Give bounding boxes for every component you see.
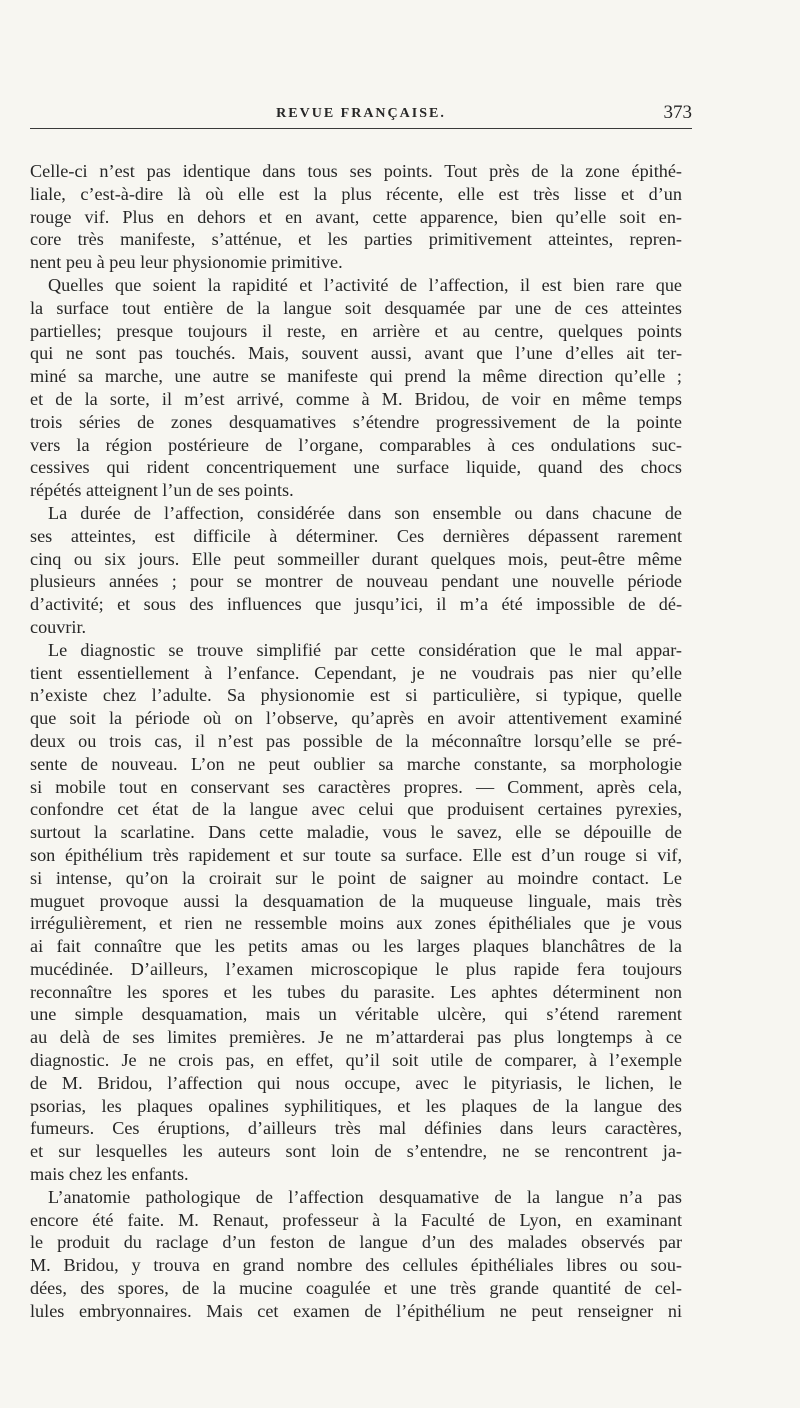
text-line: cessives qui rident concentriquement une surface liquide, quand des chocs xyxy=(30,457,682,478)
text-line: encore été faite. M. Renaut, professeur à la Faculté de Lyon, en examinant xyxy=(30,1209,682,1230)
text-line: lules embryonnaires. Mais cet examen de l’épithélium ne peut renseigner ni xyxy=(30,1300,682,1321)
text-line: irrégulièrement, et rien ne ressemble moins aux zones épithéliales que je vous xyxy=(30,913,682,934)
text-line: psorias, les plaques opalines syphilitiques, et les plaques de la langue des xyxy=(30,1095,682,1116)
text-line: répétés atteignent l’un de ses points. xyxy=(30,480,294,501)
text-line: cinq ou six jours. Elle peut sommeiller durant quelques mois, peut-être même xyxy=(30,548,682,569)
text-line: rouge vif. Plus en dehors et en avant, cette apparence, bien qu’elle soit en- xyxy=(30,206,682,227)
text-line: vers la région postérieure de l’organe, comparables à ces ondulations suc- xyxy=(30,434,682,455)
text-line: plusieurs années ; pour se montrer de nouveau pendant une nouvelle période xyxy=(30,571,682,592)
text-line: n’existe chez l’adulte. Sa physionomie est si particulière, si typique, quelle xyxy=(30,685,682,706)
text-line: si mobile tout en conservant ses caractères propres. — Comment, après cela, xyxy=(30,776,682,797)
text-line: d’activité; et sous des influences que jusqu’ici, il m’a été impossible de dé- xyxy=(30,594,682,615)
text-line: Quelles que soient la rapidité et l’activité de l’affection, il est bien rare que xyxy=(48,274,682,295)
text-line: trois séries de zones desquamatives s’étendre progressivement de la pointe xyxy=(30,411,682,432)
text-line: ai fait connaître que les petits amas ou les larges plaques blanchâtres de la xyxy=(30,936,682,957)
text-line: Celle-ci n’est pas identique dans tous ses points. Tout près de la zone épithé- xyxy=(30,161,682,181)
text-line: mucédinée. D’ailleurs, l’examen microscopique le plus rapide fera toujours xyxy=(30,958,682,979)
text-line: tient essentiellement à l’enfance. Cependant, je ne voudrais pas nier qu’elle xyxy=(30,662,682,683)
text-line: diagnostic. Je ne crois pas, en effet, qu’il soit utile de comparer, à l’exemple xyxy=(30,1050,682,1071)
text-line: au delà de ses limites premières. Je ne m’attarderai pas plus longtemps à ce xyxy=(30,1027,682,1048)
running-header xyxy=(30,100,692,130)
text-line: qui ne sont pas touchés. Mais, souvent aussi, avant que l’une d’elles ait ter- xyxy=(30,343,682,364)
text-line: et de la sorte, il m’est arrivé, comme à M. Bridou, de voir en même temps xyxy=(30,388,682,409)
page-number: 373 xyxy=(663,102,692,123)
text-line: et sur lesquelles les auteurs sont loin de s’entendre, ne se rencontrent ja- xyxy=(30,1141,682,1162)
text-line: la surface tout entière de la langue soit desquamée par une de ces atteintes xyxy=(30,297,682,318)
text-line: dées, des spores, de la mucine coagulée et une très grande quantité de cel- xyxy=(30,1278,682,1299)
text-line: L’anatomie pathologique de l’affection desquamative de la langue n’a pas xyxy=(48,1186,682,1207)
text-line: que soit la période où on l’observe, qu’après en avoir attentivement examiné xyxy=(30,708,682,729)
text-line: M. Bridou, y trouva en grand nombre des cellules épithéliales libres ou sou- xyxy=(30,1255,682,1276)
text-line: son épithélium très rapidement et sur toute sa surface. Elle est d’un rouge si vif, xyxy=(30,844,682,865)
text-line: partielles; presque toujours il reste, en arrière et au centre, quelques points xyxy=(30,320,682,341)
text-line: muguet provoque aussi la desquamation de la muqueuse linguale, mais très xyxy=(30,890,682,911)
text-line: deux ou trois cas, il n’est pas possible de la méconnaître lorsqu’elle se pré- xyxy=(30,730,682,751)
text-line: surtout la scarlatine. Dans cette maladie, vous le savez, elle se dépouille de xyxy=(30,822,682,843)
header-rule xyxy=(30,128,692,129)
journal-title: REVUE FRANÇAISE. xyxy=(276,106,446,121)
text-line: couvrir. xyxy=(30,616,87,637)
text-line: fumeurs. Ces éruptions, d’ailleurs très mal définies dans leurs caractères, xyxy=(30,1118,682,1139)
text-line: reconnaître les spores et les tubes du parasite. Les aphtes déterminent non xyxy=(30,981,682,1002)
text-line: sente de nouveau. L’on ne peut oublier sa marche constante, sa morphologie xyxy=(30,753,682,774)
text-line: mais chez les enfants. xyxy=(30,1164,189,1185)
text-line: si intense, qu’on la croirait sur le point de saigner au moindre contact. Le xyxy=(30,867,682,888)
text-line: Le diagnostic se trouve simplifié par cette considération que le mal appar- xyxy=(48,639,682,660)
body-text xyxy=(30,160,682,1323)
text-line: La durée de l’affection, considérée dans son ensemble ou dans chacune de xyxy=(48,502,682,523)
text-line: core très manifeste, s’atténue, et les parties primitivement atteintes, repren- xyxy=(30,229,682,250)
text-line: confondre cet état de la langue avec celui que produisent certaines pyrexies, xyxy=(30,799,682,820)
text-line: le produit du raclage d’un feston de langue d’un des malades observés par xyxy=(30,1232,682,1253)
text-line: de M. Bridou, l’affection qui nous occupe, avec le pityriasis, le lichen, le xyxy=(30,1072,682,1093)
text-line: ses atteintes, est difficile à déterminer. Ces dernières dépassent rarement xyxy=(30,525,682,546)
text-line: nent peu à peu leur physionomie primitive. xyxy=(30,252,343,273)
text-line: miné sa marche, une autre se manifeste qui prend la même direction qu’elle ; xyxy=(30,366,682,387)
text-line: une simple desquamation, mais un véritable ulcère, qui s’étend rarement xyxy=(30,1004,682,1025)
text-line: liale, c’est-à-dire là où elle est la plus récente, elle est très lisse et d’un xyxy=(30,183,682,204)
